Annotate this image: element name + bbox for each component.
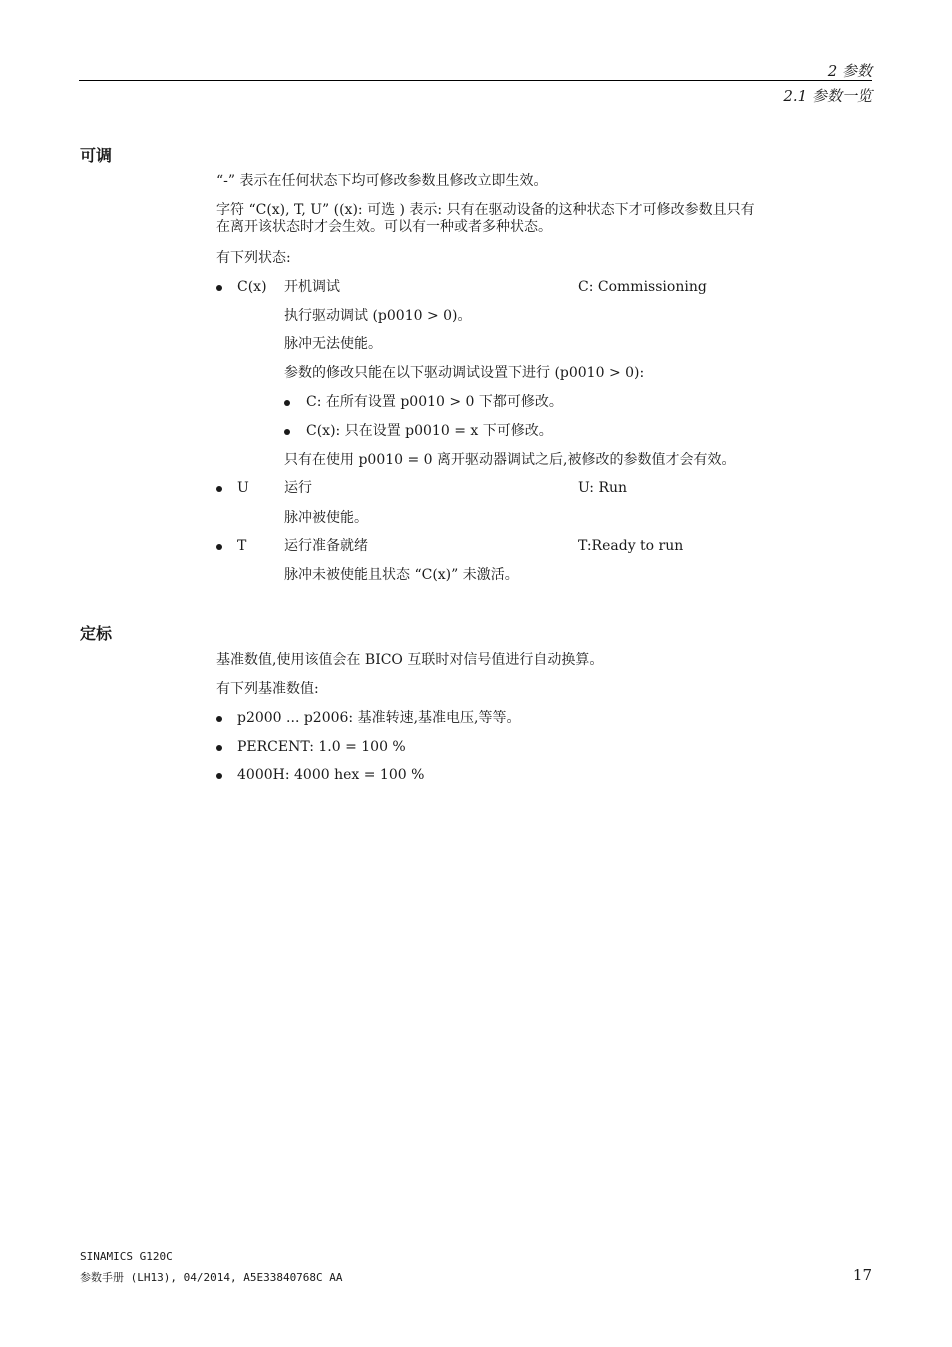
state-detail: 参数的修改只能在以下驱动调试设置下进行 (p0010 > 0): <box>284 365 645 381</box>
state-code: U <box>237 480 249 496</box>
scaling-heading: 定标 <box>80 624 113 643</box>
bullet-dot <box>216 773 222 779</box>
bullet-dot <box>216 285 222 291</box>
adjustable-intro-2a: 字符 “C(x), T, U” ((x): 可选 ) 表示: 只有在驱动设备的这种状态下才可修改参数且只有 <box>216 202 755 218</box>
scaling-item: p2000 ... p2006: 基准转速,基准电压,等等。 <box>237 710 521 726</box>
adjustable-intro-3: 有下列状态: <box>216 250 291 266</box>
page-number: 17 <box>852 1266 872 1284</box>
state-name: 开机调试 <box>284 279 340 295</box>
scaling-item: 4000H: 4000 hex = 100 % <box>237 767 425 783</box>
chapter-title: 2 参数 <box>827 62 872 80</box>
state-name: 运行准备就绪 <box>284 538 368 554</box>
state-detail: 脉冲被使能。 <box>284 510 368 526</box>
scaling-intro-1: 基准数值,使用该值会在 BICO 互联时对信号值进行自动换算。 <box>216 652 604 668</box>
bullet-dot <box>216 716 222 722</box>
bullet-dot <box>216 544 222 550</box>
state-note: 只有在使用 p0010 = 0 离开驱动器调试之后,被修改的参数值才会有效。 <box>284 452 736 468</box>
state-detail: 脉冲无法使能。 <box>284 336 382 352</box>
state-english: U: Run <box>578 480 628 496</box>
state-english: C: Commissioning <box>578 279 707 295</box>
state-code: T <box>237 538 247 554</box>
footer-product: SINAMICS G120C <box>80 1250 173 1263</box>
footer-manual: 参数手册 (LH13), 04/2014, A5E33840768C AA <box>80 1271 343 1284</box>
header-rule <box>79 80 872 81</box>
scaling-item: PERCENT: 1.0 = 100 % <box>237 739 406 755</box>
state-code: C(x) <box>237 279 267 295</box>
section-title: 2.1 参数一览 <box>783 87 872 105</box>
sub-bullet-item: C(x): 只在设置 p0010 = x 下可修改。 <box>306 423 553 439</box>
adjustable-heading: 可调 <box>80 146 113 165</box>
state-name: 运行 <box>284 480 312 496</box>
bullet-dot <box>216 745 222 751</box>
state-detail: 脉冲未被使能且状态 “C(x)” 未激活。 <box>284 567 519 583</box>
sub-bullet-item: C: 在所有设置 p0010 > 0 下都可修改。 <box>306 394 563 410</box>
bullet-dot <box>216 486 222 492</box>
adjustable-intro-1: “-” 表示在任何状态下均可修改参数且修改立即生效。 <box>216 173 548 189</box>
adjustable-intro-2b: 在离开该状态时才会生效。可以有一种或者多种状态。 <box>216 219 552 235</box>
state-english: T:Ready to run <box>578 538 684 554</box>
bullet-dot <box>284 429 290 435</box>
state-detail: 执行驱动调试 (p0010 > 0)。 <box>284 308 472 324</box>
scaling-intro-2: 有下列基准数值: <box>216 681 319 697</box>
bullet-dot <box>284 400 290 406</box>
